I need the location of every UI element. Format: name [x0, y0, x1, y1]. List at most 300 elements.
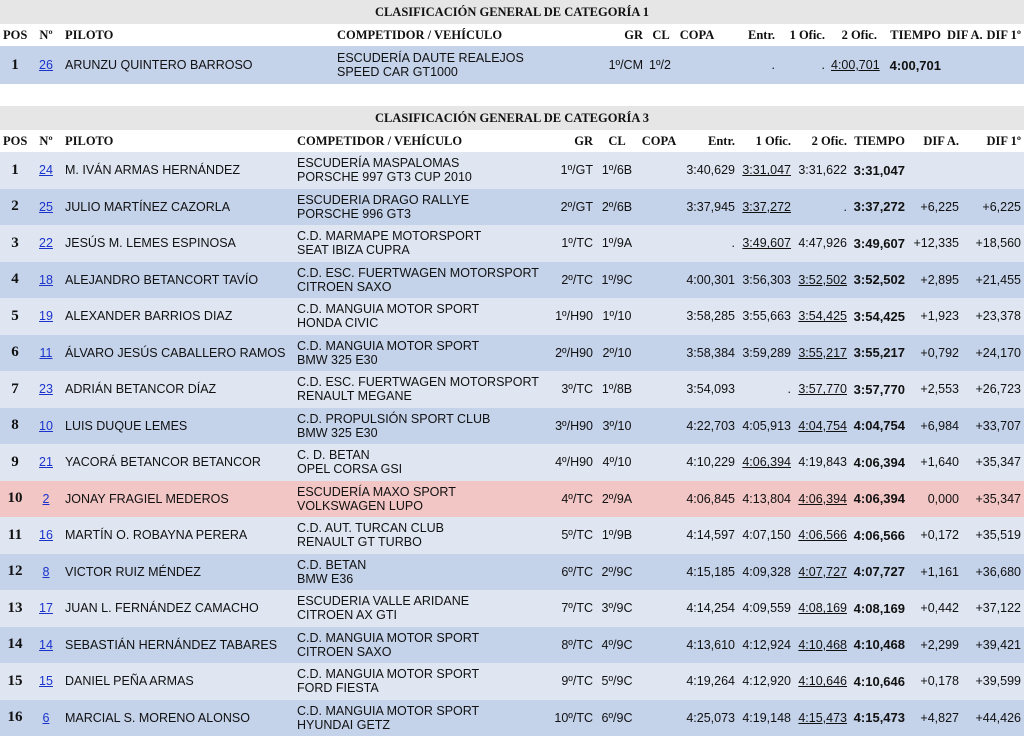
- row-copa: [638, 408, 680, 445]
- row-piloto: VICTOR RUIZ MÉNDEZ: [62, 554, 294, 591]
- driver-number-link[interactable]: 18: [39, 272, 53, 287]
- row-difa: +4,827: [908, 700, 962, 736]
- row-vehiculo: RENAULT GT TURBO: [297, 535, 422, 550]
- row-copa: [638, 225, 680, 262]
- row-of1: 4:13,804: [738, 481, 794, 518]
- row-gr: 4º/H90: [546, 444, 596, 481]
- table-row: [0, 189, 1024, 226]
- row-entr: 4:15,185: [680, 554, 738, 591]
- row-dif1: +6,225: [962, 189, 1024, 226]
- row-of1: 4:19,148: [738, 700, 794, 736]
- col-num: Nº: [30, 24, 62, 46]
- row-cl: 2º/6B: [596, 189, 638, 226]
- row-difa: +0,792: [908, 335, 962, 372]
- table-row: [0, 663, 1024, 700]
- row-vehiculo: RENAULT MEGANE: [297, 389, 412, 404]
- col-entr: Entr.: [680, 130, 738, 152]
- row-of1: 4:05,913: [738, 408, 794, 445]
- row-entr: 4:22,703: [680, 408, 738, 445]
- row-tiempo: 4:10,468: [850, 627, 908, 664]
- row-of1: 4:12,920: [738, 663, 794, 700]
- row-entr: .: [718, 46, 778, 84]
- table-row: [0, 152, 1024, 189]
- row-gr: 9º/TC: [546, 663, 596, 700]
- row-copa: [638, 335, 680, 372]
- row-competidor: [294, 663, 546, 700]
- table-row: [0, 225, 1024, 262]
- row-comp: C.D. AUT. TURCAN CLUB: [297, 521, 445, 536]
- row-piloto: ALEXANDER BARRIOS DIAZ: [62, 298, 294, 335]
- col-pos: POS: [0, 24, 30, 46]
- row-pos: 16: [0, 700, 30, 736]
- row-vehiculo: CITROEN AX GTI: [297, 608, 398, 623]
- row-comp: C.D. ESC. FUERTWAGEN MOTORSPORT: [297, 265, 539, 280]
- driver-number-link[interactable]: 17: [39, 601, 53, 616]
- row-of1: .: [738, 371, 794, 408]
- row-piloto: ADRIÁN BETANCOR DÍAZ: [62, 371, 294, 408]
- row-entr: .: [680, 225, 738, 262]
- table-row: [0, 700, 1024, 736]
- row-cl: 4º/9C: [596, 627, 638, 664]
- row-cl: 1º/9B: [596, 517, 638, 554]
- row-difa: +0,178: [908, 663, 962, 700]
- row-pos: 12: [0, 554, 30, 591]
- row-competidor: [294, 590, 546, 627]
- row-difa: +0,172: [908, 517, 962, 554]
- col-of2: 2 Ofic.: [794, 130, 850, 152]
- col-pos: POS: [0, 130, 30, 152]
- driver-number-link[interactable]: 22: [39, 236, 53, 251]
- cat3-title: CLASIFICACIÓN GENERAL DE CATEGORÍA 3: [0, 106, 1024, 130]
- driver-number-link[interactable]: 15: [39, 674, 53, 689]
- row-competidor: [334, 46, 594, 84]
- row-cl: 1º/9C: [596, 262, 638, 299]
- col-competidor: COMPETIDOR / VEHÍCULO: [334, 24, 594, 46]
- row-tiempo: 3:49,607: [850, 225, 908, 262]
- row-dif1: +36,680: [962, 554, 1024, 591]
- row-dif1: +24,170: [962, 335, 1024, 372]
- row-dif1: +26,723: [962, 371, 1024, 408]
- row-copa: [638, 517, 680, 554]
- row-of1: 4:12,924: [738, 627, 794, 664]
- row-of1: 4:09,328: [738, 554, 794, 591]
- row-difa: +2,553: [908, 371, 962, 408]
- row-copa: [638, 444, 680, 481]
- driver-number-link[interactable]: 25: [39, 199, 53, 214]
- row-copa: [638, 481, 680, 518]
- col-of1: 1 Ofic.: [738, 130, 794, 152]
- row-piloto: MARTÍN O. ROBAYNA PERERA: [62, 517, 294, 554]
- col-num: Nº: [30, 130, 62, 152]
- table-row: [0, 298, 1024, 335]
- row-piloto: M. IVÁN ARMAS HERNÁNDEZ: [62, 152, 294, 189]
- row-difa: +12,335: [908, 225, 962, 262]
- cat3-body: [0, 152, 1024, 736]
- row-gr: 6º/TC: [546, 554, 596, 591]
- row-piloto: YACORÁ BETANCOR BETANCOR: [62, 444, 294, 481]
- col-cl: CL: [646, 24, 676, 46]
- row-gr: 2º/TC: [546, 262, 596, 299]
- row-dif1: +18,560: [962, 225, 1024, 262]
- row-vehiculo: CITROEN SAXO: [297, 279, 392, 294]
- row-pos: 8: [0, 408, 30, 445]
- col-piloto: PILOTO: [62, 130, 294, 152]
- row-of1: 3:37,272: [738, 189, 794, 226]
- row-competidor: [294, 335, 546, 372]
- row-pos: 3: [0, 225, 30, 262]
- row-copa: [638, 152, 680, 189]
- row-dif1: +44,426: [962, 700, 1024, 736]
- driver-number-link[interactable]: 16: [39, 528, 53, 543]
- row-entr: 4:00,301: [680, 262, 738, 299]
- row-of2: 4:47,926: [794, 225, 850, 262]
- row-of2: 4:06,566: [794, 517, 850, 554]
- row-of1: 3:55,663: [738, 298, 794, 335]
- row-competidor: [294, 627, 546, 664]
- row-comp: ESCUDERIA VALLE ARIDANE: [297, 594, 470, 609]
- row-of2: 4:19,843: [794, 444, 850, 481]
- row-entr: 4:10,229: [680, 444, 738, 481]
- col-difa: DIF A.: [944, 24, 982, 46]
- row-tiempo: 3:54,425: [850, 298, 908, 335]
- row-cl: 1º/2: [646, 46, 676, 84]
- row-comp: ESCUDERÍA DAUTE REALEJOS: [337, 51, 524, 65]
- row-cl: 2º/10: [596, 335, 638, 372]
- col-piloto: PILOTO: [62, 24, 334, 46]
- row-gr: 4º/TC: [546, 481, 596, 518]
- col-difa: DIF A.: [908, 130, 962, 152]
- row-cl: 4º/10: [596, 444, 638, 481]
- row-gr: 3º/TC: [546, 371, 596, 408]
- table-row: [0, 517, 1024, 554]
- col-tiempo: TIEMPO: [880, 24, 944, 46]
- row-gr: 2º/H90: [546, 335, 596, 372]
- row-piloto: ALEJANDRO BETANCORT TAVÍO: [62, 262, 294, 299]
- row-tiempo: 3:31,047: [850, 152, 908, 189]
- row-copa: [638, 700, 680, 736]
- row-vehiculo: CITROEN SAXO: [297, 644, 392, 659]
- table-row: [0, 408, 1024, 445]
- driver-number-link[interactable]: 8: [42, 564, 50, 579]
- row-copa: [638, 262, 680, 299]
- row-pos: 5: [0, 298, 30, 335]
- row-pos: 9: [0, 444, 30, 481]
- row-pos: 6: [0, 335, 30, 372]
- row-competidor: [294, 262, 546, 299]
- row-comp: C.D. ESC. FUERTWAGEN MOTORSPORT: [297, 375, 539, 390]
- row-piloto: JULIO MARTÍNEZ CAZORLA: [62, 189, 294, 226]
- row-gr: 10º/TC: [546, 700, 596, 736]
- driver-number-link[interactable]: 11: [39, 345, 53, 360]
- table-row: [0, 335, 1024, 372]
- row-comp: C.D. BETAN: [297, 557, 367, 572]
- row-comp: C.D. PROPULSIÓN SPORT CLUB: [297, 411, 491, 426]
- row-vehiculo: PORSCHE 997 GT3 CUP 2010: [297, 170, 472, 185]
- row-of1: 3:59,289: [738, 335, 794, 372]
- table-row: [0, 46, 1024, 84]
- cat1-header-row: [0, 24, 1024, 46]
- cat3-table: [0, 106, 1024, 736]
- row-difa: +1,640: [908, 444, 962, 481]
- row-comp: C.D. MANGUIA MOTOR SPORT: [297, 338, 480, 353]
- row-dif1: [982, 46, 1024, 84]
- row-of2: .: [794, 189, 850, 226]
- row-tiempo: 4:10,646: [850, 663, 908, 700]
- col-dif1: DIF 1º: [962, 130, 1024, 152]
- cat3-header-row: [0, 130, 1024, 152]
- table-row: [0, 627, 1024, 664]
- col-entr: Entr.: [718, 24, 778, 46]
- row-competidor: [294, 298, 546, 335]
- table-gap: [0, 84, 1024, 106]
- row-entr: 4:14,254: [680, 590, 738, 627]
- row-dif1: +35,347: [962, 481, 1024, 518]
- row-dif1: +39,599: [962, 663, 1024, 700]
- row-of2: 4:00,701: [828, 46, 880, 84]
- table-row: [0, 444, 1024, 481]
- row-entr: 4:25,073: [680, 700, 738, 736]
- row-entr: 3:58,384: [680, 335, 738, 372]
- row-vehiculo: HONDA CIVIC: [297, 316, 379, 331]
- driver-number-link[interactable]: 26: [39, 58, 53, 72]
- cat1-title: CLASIFICACIÓN GENERAL DE CATEGORÍA 1: [0, 0, 1024, 24]
- row-vehiculo: BMW 325 E30: [297, 352, 378, 367]
- row-entr: 3:37,945: [680, 189, 738, 226]
- row-dif1: +21,455: [962, 262, 1024, 299]
- driver-number-link[interactable]: 19: [39, 309, 53, 324]
- row-gr: 7º/TC: [546, 590, 596, 627]
- row-competidor: [294, 481, 546, 518]
- row-copa: [638, 590, 680, 627]
- cat1-table: [0, 0, 1024, 84]
- row-of1: 4:07,150: [738, 517, 794, 554]
- row-tiempo: 3:52,502: [850, 262, 908, 299]
- driver-number-link[interactable]: 21: [39, 455, 53, 470]
- col-copa: COPA: [638, 130, 680, 152]
- row-competidor: [294, 554, 546, 591]
- row-dif1: +39,421: [962, 627, 1024, 664]
- row-pos: 11: [0, 517, 30, 554]
- row-of2: 3:55,217: [794, 335, 850, 372]
- row-of1: 4:06,394: [738, 444, 794, 481]
- row-copa: [638, 371, 680, 408]
- row-entr: 3:40,629: [680, 152, 738, 189]
- row-gr: 2º/GT: [546, 189, 596, 226]
- table-row: [0, 481, 1024, 518]
- row-of2: 4:10,646: [794, 663, 850, 700]
- row-cl: 1º/6B: [596, 152, 638, 189]
- row-difa: +6,225: [908, 189, 962, 226]
- col-of2: 2 Ofic.: [828, 24, 880, 46]
- row-tiempo: 4:08,169: [850, 590, 908, 627]
- row-difa: 0,000: [908, 481, 962, 518]
- row-copa: [638, 189, 680, 226]
- table-row: [0, 371, 1024, 408]
- row-of1: .: [778, 46, 828, 84]
- row-cl: 3º/10: [596, 408, 638, 445]
- row-vehiculo: HYUNDAI GETZ: [297, 717, 391, 732]
- row-dif1: +23,378: [962, 298, 1024, 335]
- col-tiempo: TIEMPO: [850, 130, 908, 152]
- row-cl: 1º/8B: [596, 371, 638, 408]
- col-gr: GR: [594, 24, 646, 46]
- col-gr: GR: [546, 130, 596, 152]
- row-pos: 15: [0, 663, 30, 700]
- row-piloto: ARUNZU QUINTERO BARROSO: [62, 46, 334, 84]
- row-entr: 3:58,285: [680, 298, 738, 335]
- row-vehiculo: VOLKSWAGEN LUPO: [297, 498, 423, 513]
- table-row: [0, 262, 1024, 299]
- row-of2: 4:06,394: [794, 481, 850, 518]
- row-pos: 4: [0, 262, 30, 299]
- row-tiempo: 4:06,394: [850, 481, 908, 518]
- row-cl: 1º/9A: [596, 225, 638, 262]
- table-row: [0, 590, 1024, 627]
- row-of1: 3:49,607: [738, 225, 794, 262]
- row-comp: C. D. BETAN: [297, 448, 370, 463]
- row-gr: 3º/H90: [546, 408, 596, 445]
- row-cl: 2º/9A: [596, 481, 638, 518]
- row-difa: +1,161: [908, 554, 962, 591]
- row-of1: 3:56,303: [738, 262, 794, 299]
- row-entr: 4:13,610: [680, 627, 738, 664]
- row-vehiculo: BMW 325 E30: [297, 425, 378, 440]
- driver-number-link[interactable]: 2: [42, 491, 50, 506]
- row-pos: 1: [0, 46, 30, 84]
- row-of2: 3:54,425: [794, 298, 850, 335]
- row-gr: 5º/TC: [546, 517, 596, 554]
- row-gr: 1º/CM: [594, 46, 646, 84]
- row-piloto: MARCIAL S. MORENO ALONSO: [62, 700, 294, 736]
- row-copa: [638, 298, 680, 335]
- row-copa: [638, 663, 680, 700]
- row-of2: 4:04,754: [794, 408, 850, 445]
- row-piloto: LUIS DUQUE LEMES: [62, 408, 294, 445]
- row-piloto: JUAN L. FERNÁNDEZ CAMACHO: [62, 590, 294, 627]
- row-vehiculo: FORD FIESTA: [297, 681, 379, 696]
- row-dif1: [962, 152, 1024, 189]
- driver-number-link[interactable]: 6: [42, 710, 50, 725]
- row-vehiculo: PORSCHE 996 GT3: [297, 206, 411, 221]
- row-cl: 1º/10: [596, 298, 638, 335]
- row-entr: 4:14,597: [680, 517, 738, 554]
- row-comp: C.D. MANGUIA MOTOR SPORT: [297, 703, 480, 718]
- row-piloto: SEBASTIÁN HERNÁNDEZ TABARES: [62, 627, 294, 664]
- row-gr: 1º/H90: [546, 298, 596, 335]
- row-piloto: JESÚS M. LEMES ESPINOSA: [62, 225, 294, 262]
- row-competidor: [294, 152, 546, 189]
- row-pos: 10: [0, 481, 30, 518]
- row-tiempo: 3:55,217: [850, 335, 908, 372]
- row-tiempo: 4:15,473: [850, 700, 908, 736]
- row-difa: [944, 46, 982, 84]
- row-comp: C.D. MANGUIA MOTOR SPORT: [297, 302, 480, 317]
- col-dif1: DIF 1º: [982, 24, 1024, 46]
- row-difa: +0,442: [908, 590, 962, 627]
- row-difa: +6,984: [908, 408, 962, 445]
- row-comp: C.D. MARMAPE MOTORSPORT: [297, 229, 482, 244]
- driver-number-link[interactable]: 24: [39, 163, 53, 178]
- row-competidor: [294, 444, 546, 481]
- driver-number-link[interactable]: 14: [39, 637, 53, 652]
- row-comp: C.D. MANGUIA MOTOR SPORT: [297, 630, 480, 645]
- row-tiempo: 3:37,272: [850, 189, 908, 226]
- row-comp: C.D. MANGUIA MOTOR SPORT: [297, 667, 480, 682]
- row-entr: 4:06,845: [680, 481, 738, 518]
- table-row: [0, 554, 1024, 591]
- row-competidor: [294, 517, 546, 554]
- row-gr: 1º/GT: [546, 152, 596, 189]
- row-entr: 4:19,264: [680, 663, 738, 700]
- row-of1: 3:31,047: [738, 152, 794, 189]
- row-difa: +2,299: [908, 627, 962, 664]
- row-vehiculo: SPEED CAR GT1000: [337, 65, 458, 79]
- row-difa: +2,895: [908, 262, 962, 299]
- driver-number-link[interactable]: 10: [39, 418, 53, 433]
- row-difa: [908, 152, 962, 189]
- row-vehiculo: BMW E36: [297, 571, 354, 586]
- row-dif1: +37,122: [962, 590, 1024, 627]
- row-cl: 6º/9C: [596, 700, 638, 736]
- row-of2: 4:08,169: [794, 590, 850, 627]
- row-gr: 1º/TC: [546, 225, 596, 262]
- row-dif1: +33,707: [962, 408, 1024, 445]
- row-dif1: +35,347: [962, 444, 1024, 481]
- driver-number-link[interactable]: 23: [39, 382, 53, 397]
- row-tiempo: 4:04,754: [850, 408, 908, 445]
- col-cl: CL: [596, 130, 638, 152]
- row-comp: ESCUDERÍA MAXO SPORT: [297, 484, 456, 499]
- row-competidor: [294, 408, 546, 445]
- row-of2: 4:10,468: [794, 627, 850, 664]
- row-comp: ESCUDERIA DRAGO RALLYE: [297, 192, 470, 207]
- col-competidor: COMPETIDOR / VEHÍCULO: [294, 130, 546, 152]
- row-pos: 7: [0, 371, 30, 408]
- row-of2: 3:31,622: [794, 152, 850, 189]
- row-cl: 2º/9C: [596, 554, 638, 591]
- col-of1: 1 Ofic.: [778, 24, 828, 46]
- row-competidor: [294, 371, 546, 408]
- row-copa: [638, 627, 680, 664]
- row-of1: 4:09,559: [738, 590, 794, 627]
- row-competidor: [294, 225, 546, 262]
- row-copa: [676, 46, 718, 84]
- row-tiempo: 4:00,701: [880, 46, 944, 84]
- col-copa: COPA: [676, 24, 718, 46]
- row-pos: 13: [0, 590, 30, 627]
- row-gr: 8º/TC: [546, 627, 596, 664]
- row-tiempo: 4:07,727: [850, 554, 908, 591]
- row-cl: 5º/9C: [596, 663, 638, 700]
- row-of2: 3:52,502: [794, 262, 850, 299]
- row-dif1: +35,519: [962, 517, 1024, 554]
- row-competidor: [294, 700, 546, 736]
- row-of2: 4:15,473: [794, 700, 850, 736]
- row-piloto: DANIEL PEÑA ARMAS: [62, 663, 294, 700]
- row-vehiculo: OPEL CORSA GSI: [297, 462, 403, 477]
- row-tiempo: 4:06,394: [850, 444, 908, 481]
- row-difa: +1,923: [908, 298, 962, 335]
- row-vehiculo: SEAT IBIZA CUPRA: [297, 243, 410, 258]
- row-copa: [638, 554, 680, 591]
- row-pos: 14: [0, 627, 30, 664]
- row-pos: 2: [0, 189, 30, 226]
- row-piloto: ÁLVARO JESÚS CABALLERO RAMOS: [62, 335, 294, 372]
- row-piloto: JONAY FRAGIEL MEDEROS: [62, 481, 294, 518]
- row-comp: ESCUDERÍA MASPALOMAS: [297, 156, 460, 171]
- row-of2: 4:07,727: [794, 554, 850, 591]
- row-competidor: [294, 189, 546, 226]
